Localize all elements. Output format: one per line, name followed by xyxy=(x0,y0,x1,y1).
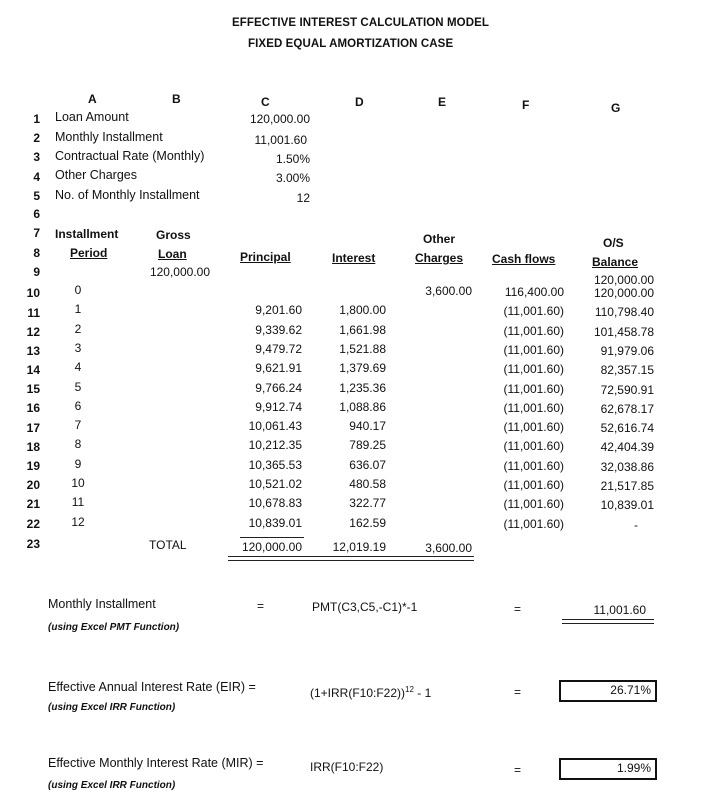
row-number: 5 xyxy=(33,189,40,203)
principal-cell: 10,365.53 xyxy=(248,457,302,472)
input-label-no-of-installments: No. of Monthly Installment xyxy=(55,188,200,202)
period-cell: 11 xyxy=(71,495,85,510)
summary-monthly-installment-note: (using Excel PMT Function) xyxy=(48,622,180,633)
col-letter-e: E xyxy=(438,95,447,109)
cash-flow-cell: (11,001.60) xyxy=(503,478,564,492)
period-cell: 1 xyxy=(74,302,82,317)
balance-cell: - xyxy=(634,517,638,532)
principal-cell: 9,621.91 xyxy=(255,361,302,376)
row-number: 13 xyxy=(26,344,40,358)
col-letter-b: B xyxy=(172,92,181,106)
principal-cell: 9,201.60 xyxy=(255,303,302,318)
row-number: 23 xyxy=(26,537,40,551)
period-cell: 5 xyxy=(74,379,82,394)
summary-eir-formula-base: (1+IRR(F10:F22)) xyxy=(310,686,406,700)
balance-cell: 101,458.78 xyxy=(593,324,654,339)
cash-flow-cell: (11,001.60) xyxy=(503,342,564,357)
cash-flow-cell: (11,001.60) xyxy=(503,400,564,415)
summary-mir-result: 1.99% xyxy=(616,761,651,775)
cash-flow-cell: (11,001.60) xyxy=(503,439,564,454)
col-letter-c: C xyxy=(261,95,270,109)
row-number: 9 xyxy=(33,265,40,279)
row-number: 18 xyxy=(26,440,40,454)
summary-mir-result-box xyxy=(559,758,657,780)
header-loan: Loan xyxy=(158,247,187,261)
balance-cell: 42,404.39 xyxy=(600,440,654,455)
input-value-loan-amount: 120,000.00 xyxy=(249,112,310,126)
summary-mir-eq: = xyxy=(514,763,522,777)
interest-cell: 480.58 xyxy=(349,477,386,491)
interest-cell: 1,521.88 xyxy=(339,341,386,356)
interest-cell: 162.59 xyxy=(349,515,386,530)
summary-mir-label: Effective Monthly Interest Rate (MIR) = xyxy=(48,756,264,770)
input-label-loan-amount: Loan Amount xyxy=(55,110,129,124)
row-number: 8 xyxy=(33,246,40,260)
input-label-contractual-rate: Contractual Rate (Monthly) xyxy=(55,149,205,163)
cash-flow-cell: 116,400.00 xyxy=(504,285,564,299)
col-letter-a: A xyxy=(88,92,97,106)
input-value-other-charges: 3.00% xyxy=(275,171,310,185)
col-letter-g: G xyxy=(611,101,621,115)
principal-cell: 9,339.62 xyxy=(255,322,302,337)
header-gross: Gross xyxy=(156,228,191,242)
summary-monthly-installment-label: Monthly Installment xyxy=(48,597,156,611)
total-other-charges: 3,600.00 xyxy=(425,541,472,555)
summary-eir-note: (using Excel IRR Function) xyxy=(48,702,176,713)
row-number: 19 xyxy=(26,459,40,473)
balance-cell: 120,000.00 xyxy=(593,286,654,300)
total-label: TOTAL xyxy=(149,538,187,552)
header-os: O/S xyxy=(603,236,624,250)
cash-flow-cell: (11,001.60) xyxy=(503,304,564,319)
balance-row9-value: 120,000.00 xyxy=(593,273,654,287)
balance-cell: 82,357.15 xyxy=(600,363,654,378)
row-number: 14 xyxy=(26,363,40,377)
row-number: 6 xyxy=(33,207,40,221)
summary-result-double-rule-1 xyxy=(562,619,654,620)
period-cell: 6 xyxy=(74,398,82,413)
total-interest: 12,019.19 xyxy=(332,540,386,554)
col-letter-f: F xyxy=(522,98,530,112)
principal-cell: 9,766.24 xyxy=(255,380,302,395)
cash-flow-cell: (11,001.60) xyxy=(503,420,564,435)
row-number: 11 xyxy=(27,306,40,320)
cash-flow-cell: (11,001.60) xyxy=(503,323,564,338)
interest-cell: 636.07 xyxy=(349,457,386,472)
header-cash-flows: Cash flows xyxy=(492,252,556,266)
period-cell: 9 xyxy=(74,456,82,471)
row-number: 17 xyxy=(26,421,40,435)
summary-eir-eq: = xyxy=(514,685,522,699)
interest-cell: 1,661.98 xyxy=(339,322,386,337)
total-double-rule-1 xyxy=(228,556,474,557)
summary-result-double-rule-2 xyxy=(562,623,654,624)
period-cell: 7 xyxy=(74,418,82,433)
period-cell: 2 xyxy=(74,321,82,336)
interest-cell: 1,379.69 xyxy=(339,361,386,376)
row-number: 7 xyxy=(33,226,40,240)
header-interest: Interest xyxy=(332,251,376,265)
input-value-monthly-installment: 11,001.60 xyxy=(254,133,307,147)
interest-cell: 789.25 xyxy=(349,438,386,453)
summary-eir-label: Effective Annual Interest Rate (EIR) = xyxy=(48,680,256,694)
period-cell: 3 xyxy=(74,340,82,355)
row-number: 2 xyxy=(33,131,40,145)
cash-flow-cell: (11,001.60) xyxy=(503,458,564,473)
summary-monthly-installment-formula: PMT(C3,C5,-C1)*-1 xyxy=(312,600,418,614)
balance-cell: 21,517.85 xyxy=(600,479,654,493)
balance-cell: 110,798.40 xyxy=(594,305,654,320)
summary-eir-formula-exponent: 12 xyxy=(405,685,414,694)
row-number: 20 xyxy=(26,478,40,492)
cash-flow-cell: (11,001.60) xyxy=(503,516,564,531)
principal-cell: 10,839.01 xyxy=(248,515,302,530)
summary-mir-formula: IRR(F10:F22) xyxy=(310,760,384,774)
total-principal: 120,000.00 xyxy=(241,540,302,554)
principal-cell: 9,912.74 xyxy=(255,399,302,414)
interest-cell: 940.17 xyxy=(349,419,386,434)
interest-cell: 1,088.86 xyxy=(339,399,386,414)
header-charges: Charges xyxy=(415,251,464,265)
row-number: 3 xyxy=(33,150,40,164)
row-number: 1 xyxy=(33,112,40,126)
period-cell: 8 xyxy=(74,437,82,452)
input-value-contractual-rate: 1.50% xyxy=(275,152,310,166)
principal-cell: 9,479.72 xyxy=(255,341,302,356)
total-double-rule-2 xyxy=(228,560,474,561)
period-cell: 0 xyxy=(74,283,82,297)
row-number: 4 xyxy=(33,170,40,184)
other-charges-cell: 3,600.00 xyxy=(425,284,472,298)
summary-mir-note: (using Excel IRR Function) xyxy=(48,780,176,791)
header-installment: Installment xyxy=(55,227,119,241)
principal-cell: 10,678.83 xyxy=(248,496,302,511)
summary-monthly-installment-eq1: = xyxy=(257,599,265,613)
principal-cell: 10,212.35 xyxy=(248,438,302,453)
summary-eir-formula-tail: - 1 xyxy=(413,686,432,700)
row-number: 12 xyxy=(26,325,40,339)
summary-eir-result: 26.71% xyxy=(610,683,651,697)
header-principal: Principal xyxy=(240,250,291,264)
balance-cell: 32,038.86 xyxy=(600,459,654,474)
header-other: Other xyxy=(423,232,456,246)
period-cell: 12 xyxy=(71,514,85,529)
cash-flow-cell: (11,001.60) xyxy=(503,362,564,377)
row-number: 16 xyxy=(26,401,40,415)
title-line-1: EFFECTIVE INTEREST CALCULATION MODEL xyxy=(232,17,490,29)
balance-cell: 10,839.01 xyxy=(600,498,654,513)
gross-loan-value: 120,000.00 xyxy=(149,265,210,279)
row-number: 10 xyxy=(26,286,40,300)
col-letter-d: D xyxy=(355,95,364,109)
summary-monthly-installment-eq2: = xyxy=(514,602,522,616)
header-period: Period xyxy=(70,246,108,260)
input-label-monthly-installment: Monthly Installment xyxy=(55,130,163,144)
cash-flow-cell: (11,001.60) xyxy=(503,381,564,396)
header-balance: Balance xyxy=(592,255,639,269)
balance-cell: 52,616.74 xyxy=(600,421,654,436)
balance-cell: 91,979.06 xyxy=(600,343,654,358)
interest-cell: 1,235.36 xyxy=(339,380,386,395)
summary-monthly-installment-result: 11,001.60 xyxy=(593,603,646,617)
row-number: 15 xyxy=(26,382,40,396)
principal-cell: 10,061.43 xyxy=(248,419,302,434)
input-value-no-of-installments: 12 xyxy=(296,191,310,205)
input-label-other-charges: Other Charges xyxy=(55,168,137,182)
summary-eir-result-box xyxy=(559,680,657,702)
interest-cell: 322.77 xyxy=(349,496,386,511)
balance-cell: 62,678.17 xyxy=(600,401,654,416)
balance-cell: 72,590.91 xyxy=(600,382,654,397)
interest-cell: 1,800.00 xyxy=(339,303,386,318)
period-cell: 4 xyxy=(74,360,82,375)
cash-flow-cell: (11,001.60) xyxy=(503,497,564,512)
summary-eir-formula xyxy=(310,682,431,701)
row-number: 21 xyxy=(26,497,40,511)
title-line-2: FIXED EQUAL AMORTIZATION CASE xyxy=(248,38,454,50)
principal-cell: 10,521.02 xyxy=(248,477,302,491)
row-number: 22 xyxy=(26,517,40,531)
total-top-rule xyxy=(240,537,304,538)
period-cell: 10 xyxy=(71,476,85,490)
